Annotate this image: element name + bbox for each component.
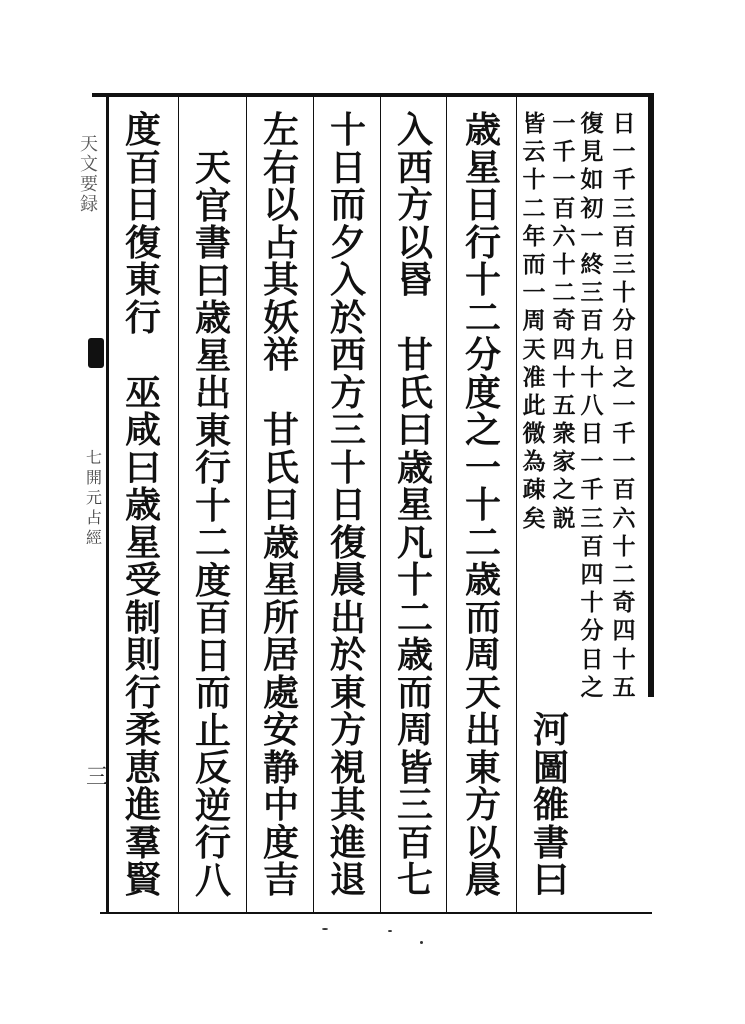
glyph: 十 [580,589,604,617]
glyph: 如 [580,166,604,194]
glyph: 東 [124,259,161,301]
glyph: 二 [612,561,636,588]
glyph: 二 [396,596,433,639]
glyph: 微 [522,420,546,448]
scan-speck [420,941,423,944]
glyph: 出 [329,596,366,639]
text-column-11 [118,109,168,901]
glyph: 云 [522,138,546,166]
glyph: 方 [329,709,366,751]
glyph: 安 [262,709,299,751]
glyph: 百 [580,307,604,335]
column-divider [313,97,314,912]
glyph [125,337,161,375]
glyph: 百 [396,821,433,864]
glyph: 氏 [262,446,299,489]
bottom-border-rule [100,912,652,914]
glyph: 而 [396,671,433,714]
glyph: 居 [262,634,299,676]
glyph: 百 [612,476,636,504]
glyph: 方 [464,784,501,826]
glyph: 百 [552,194,576,222]
glyph: 日 [124,184,161,226]
glyph: 皆 [396,746,433,789]
fishtail-mark [88,338,104,368]
glyph: 受 [124,559,161,601]
margin-glyph: 七 [85,448,102,467]
glyph: 日 [580,645,604,673]
glyph: 八 [194,859,231,902]
annotation-column-4 [519,112,549,535]
glyph: 入 [396,109,433,151]
glyph: 家 [552,448,576,476]
margin-glyph: 録 [80,194,98,215]
glyph: 於 [329,296,366,339]
glyph: 十 [612,532,636,560]
glyph: 二 [464,296,501,339]
margin-glyph: 占 [85,508,102,527]
glyph: 度 [262,821,299,864]
glyph: 二 [464,521,501,564]
margin-glyph: 元 [85,488,102,507]
glyph: 度 [194,559,231,602]
glyph: 以 [464,821,501,864]
glyph: 處 [262,671,299,714]
glyph: 東 [464,746,501,789]
glyph: 年 [522,222,546,250]
glyph: 其 [262,259,299,301]
glyph: 之 [612,363,636,391]
glyph: 一 [612,448,636,476]
glyph: 視 [329,746,366,789]
glyph: 退 [329,859,366,901]
glyph: 之 [552,476,576,504]
glyph: 西 [329,334,366,376]
glyph: 千 [552,138,576,166]
glyph: 五 [612,673,636,701]
glyph: 凡 [396,521,433,564]
glyph: 晨 [464,859,501,901]
glyph: 於 [329,634,366,676]
glyph: 星 [396,484,433,526]
glyph: 一 [464,446,501,489]
glyph: 十 [552,250,576,278]
glyph: 三 [580,504,604,532]
glyph: 制 [124,596,161,639]
glyph: 曰 [532,859,569,901]
glyph: 日 [580,420,604,448]
glyph: 以 [396,221,433,264]
glyph: 吉 [262,859,299,901]
glyph: 行 [124,296,161,339]
glyph: 天 [522,335,546,363]
glyph: 十 [396,559,433,601]
glyph: 官 [194,184,231,227]
scan-speck [388,930,392,932]
glyph: 疎 [522,476,546,504]
glyph: 反 [194,747,231,789]
glyph: 十 [612,279,636,307]
glyph: 二 [552,279,576,307]
margin-glyph: 要 [80,174,98,195]
glyph: 千 [580,476,604,504]
text-column-10 [188,147,238,902]
glyph: 所 [262,596,299,639]
glyph: 則 [124,634,161,676]
glyph: 歳 [396,446,433,489]
glyph: 衆 [552,420,576,448]
glyph: 六 [552,222,576,250]
glyph: 書 [194,222,231,264]
glyph: 恵 [124,746,161,789]
glyph: 周 [464,634,501,676]
text-column-8 [323,109,373,901]
glyph: 皆 [522,110,546,137]
glyph: 百 [124,146,161,189]
glyph: 日 [329,484,366,526]
glyph: 晨 [329,559,366,601]
glyph: 三 [580,279,604,307]
text-column-7 [390,109,440,901]
glyph: 分 [464,334,501,376]
glyph: 氏 [396,371,433,414]
glyph: 八 [580,391,604,419]
glyph: 見 [580,138,604,166]
column-divider [246,97,247,912]
glyph: 左 [262,109,299,151]
glyph: 日 [464,184,501,226]
margin-book-title-text [84,445,104,545]
glyph: 四 [612,617,636,645]
glyph: 入 [329,259,366,301]
glyph: 歳 [262,521,299,564]
glyph: 逆 [194,784,231,827]
glyph: 三 [612,194,636,222]
glyph: 度 [464,371,501,414]
glyph: 方 [396,184,433,226]
glyph: 歳 [464,109,501,151]
glyph: 圖 [532,746,569,789]
glyph: 七 [396,859,433,901]
glyph: 二 [522,194,546,222]
glyph: 東 [194,409,231,452]
column-divider [446,97,447,912]
glyph: 一 [612,138,636,166]
glyph: 出 [194,372,231,414]
glyph: 二 [194,522,231,564]
glyph: 而 [194,672,231,714]
glyph: 夕 [329,221,366,264]
glyph: 一 [580,222,604,250]
column-divider [178,97,179,912]
glyph: 曰 [262,484,299,526]
glyph: 祥 [262,334,299,376]
glyph: 十 [464,259,501,301]
glyph: 十 [612,645,636,673]
glyph: 進 [124,784,161,826]
glyph: 日 [329,146,366,189]
text-column-6 [458,109,508,901]
glyph: 曰 [194,259,231,302]
margin-book-title [84,445,104,545]
glyph: 准 [522,363,546,391]
glyph: 奇 [612,589,636,617]
glyph: 其 [329,784,366,826]
glyph: 星 [124,521,161,564]
glyph: 一 [552,110,576,137]
margin-glyph: 文 [80,154,98,175]
glyph: 十 [194,484,231,527]
glyph: 雒 [532,784,569,826]
glyph: 十 [329,446,366,489]
glyph: 星 [194,334,231,377]
glyph: 止 [194,709,231,752]
glyph: 之 [464,409,501,451]
top-border-rule [92,93,652,97]
glyph: 十 [522,166,546,194]
glyph: 中 [262,784,299,826]
glyph: 周 [522,307,546,335]
glyph: 四 [552,335,576,363]
column-divider [516,97,517,912]
margin-glyph: 經 [85,528,102,547]
glyph: 百 [580,532,604,560]
glyph: 歳 [464,559,501,601]
glyph: 五 [552,391,576,419]
glyph: 而 [329,184,366,226]
margin-glyph: 天 [80,134,98,155]
column-divider [380,97,381,912]
annotation-column-1 [608,112,640,704]
glyph: 星 [262,559,299,601]
glyph: 行 [124,671,161,714]
margin-glyph: 開 [85,468,102,487]
glyph: 日 [194,634,231,677]
glyph: 静 [262,746,299,789]
annotation-column-2 [576,112,608,704]
glyph: 奇 [552,307,576,335]
glyph: 歳 [194,297,231,339]
glyph: 星 [464,146,501,189]
glyph: 咸 [124,409,161,451]
glyph: 日 [612,110,636,137]
glyph: 十 [580,363,604,391]
glyph: 一 [552,166,576,194]
glyph: 分 [580,617,604,645]
glyph: 進 [329,821,366,864]
page-number: 三 [86,765,109,790]
glyph: 甘 [262,409,299,451]
glyph: 東 [329,671,366,714]
glyph: 説 [552,504,576,532]
glyph: 三 [329,409,366,451]
glyph: 九 [580,335,604,363]
glyph: 巫 [124,371,161,414]
glyph: 百 [194,597,231,639]
glyph: 河 [532,709,569,751]
glyph: 占 [262,221,299,264]
glyph: 歳 [124,484,161,526]
glyph: 之 [580,673,604,701]
glyph: 四 [580,561,604,588]
right-border-rule [648,93,654,697]
glyph [263,375,299,413]
glyph: 行 [194,822,231,864]
glyph: 歳 [396,634,433,676]
glyph: 終 [580,250,604,278]
glyph: 甘 [396,334,433,376]
glyph: 為 [522,448,546,476]
glyph: 以 [262,184,299,226]
text-column-5 [526,709,576,901]
glyph: 一 [580,448,604,476]
glyph: 右 [262,146,299,189]
glyph: 一 [612,391,636,419]
glyph: 曰 [396,409,433,451]
glyph: 三 [396,784,433,826]
glyph: 行 [464,221,501,264]
glyph: 一 [522,279,546,307]
glyph: 復 [329,521,366,564]
glyph: 十 [552,363,576,391]
glyph: 初 [580,194,604,222]
glyph: 天 [194,147,231,189]
glyph: 妖 [262,296,299,339]
glyph: 度 [124,109,161,151]
glyph: 復 [124,221,161,264]
glyph: 方 [329,371,366,414]
glyph: 日 [612,335,636,363]
glyph: 六 [612,504,636,532]
glyph: 西 [396,146,433,189]
glyph: 出 [464,709,501,751]
glyph: 三 [612,250,636,278]
glyph: 行 [194,447,231,489]
glyph: 百 [612,222,636,250]
glyph: 周 [396,709,433,751]
glyph: 書 [532,821,569,864]
margin-title [78,130,100,215]
glyph: 千 [612,420,636,448]
glyph: 矣 [522,504,546,532]
glyph: 十 [329,109,366,151]
glyph: 千 [612,166,636,194]
glyph: 而 [464,596,501,639]
glyph [397,300,433,338]
glyph: 分 [612,307,636,335]
glyph: 十 [464,484,501,526]
glyph: 復 [580,110,604,137]
glyph: 昬 [396,259,433,301]
glyph: 天 [464,671,501,714]
glyph: 賢 [124,859,161,901]
annotation-column-3 [549,112,579,535]
glyph: 此 [522,391,546,419]
glyph: 羣 [124,821,161,864]
glyph: 柔 [124,709,161,751]
scan-speck [322,928,328,930]
text-column-9 [256,109,306,901]
glyph: 曰 [124,446,161,489]
glyph: 而 [522,250,546,278]
